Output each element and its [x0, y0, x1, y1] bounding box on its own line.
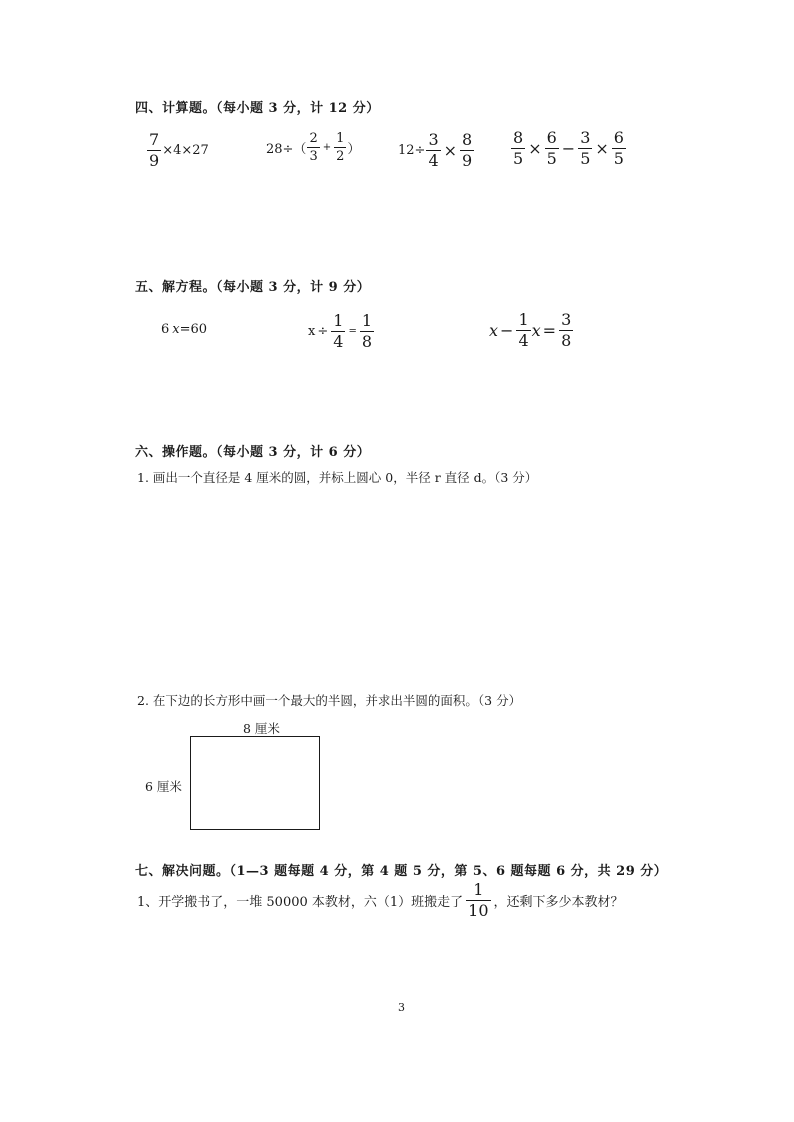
numerator: 3: [580, 128, 591, 147]
fraction: [334, 132, 346, 163]
denominator: 2: [336, 149, 345, 164]
fraction: [360, 313, 374, 350]
variable: x: [308, 324, 316, 339]
equation-3: [489, 312, 574, 349]
rectangle-height-label: 6 厘米: [145, 779, 182, 794]
fraction: [612, 130, 626, 167]
word-problem-1: [137, 882, 624, 919]
expression-prefix: 12÷: [398, 143, 426, 158]
section-6-heading: 六、操作题。（每小题 3 分，计 6 分）: [135, 445, 371, 460]
variable: x: [172, 322, 180, 337]
fraction: [545, 130, 559, 167]
variable: x: [489, 321, 499, 340]
denominator: 4: [518, 331, 529, 350]
section-7-heading: 七、解决问题。（1—3 题每题 4 分，第 4 题 5 分，第 5、6 题每题 6 分，共 29 分）: [135, 864, 668, 879]
fraction: [460, 132, 474, 169]
numerator: 8: [513, 128, 524, 147]
denominator: 4: [428, 151, 439, 170]
denominator: 5: [546, 149, 557, 168]
numerator: 1: [473, 880, 484, 899]
denominator: 4: [333, 332, 344, 351]
denominator: 5: [580, 149, 591, 168]
calc-problem-2: [266, 132, 360, 163]
denominator: 9: [462, 151, 473, 170]
fraction: [578, 130, 592, 167]
denominator: 8: [561, 331, 572, 350]
numerator: 1: [361, 311, 373, 330]
equation-2: [308, 313, 375, 350]
times-sign: ×: [443, 141, 458, 160]
fraction: [559, 312, 573, 349]
fraction: [511, 130, 525, 167]
fraction: [147, 132, 161, 169]
expression-rest: ×4×27: [162, 143, 209, 158]
denominator: 9: [149, 151, 160, 170]
fraction: [516, 312, 530, 349]
denominator: 10: [468, 901, 489, 920]
fraction: [307, 132, 319, 163]
page-number: 3: [398, 1001, 405, 1014]
problem-text-after: ，还剩下多少本教材？: [493, 895, 624, 910]
minus-sign: −: [500, 321, 514, 340]
expression-prefix: 28÷（: [266, 142, 307, 157]
equation-rest: =60: [179, 322, 208, 337]
equation-1: [161, 322, 207, 337]
denominator: 8: [361, 332, 373, 351]
equals-sign: =: [348, 326, 357, 337]
rectangle-diagram: [190, 736, 320, 830]
numerator: 2: [309, 131, 318, 146]
numerator: 8: [462, 130, 473, 149]
calc-problem-1: [146, 132, 209, 169]
times-sign: ×: [528, 139, 542, 158]
numerator: 3: [428, 130, 439, 149]
numerator: 6: [546, 128, 557, 147]
denominator: 3: [309, 149, 318, 164]
numerator: 6: [613, 128, 624, 147]
calc-problem-4: [510, 130, 627, 167]
calc-problem-3: [398, 132, 475, 169]
denominator: 5: [513, 149, 524, 168]
operation-question-1: 1. 画出一个直径是 4 厘米的圆，并标上圆心 0，半径 r 直径 d。（3 分）: [137, 470, 538, 485]
times-sign: ×: [595, 139, 609, 158]
expression-suffix: ）: [347, 142, 361, 157]
denominator: 5: [613, 149, 624, 168]
rectangle-width-label: 8 厘米: [243, 721, 280, 736]
divide-sign: ÷: [317, 324, 329, 339]
numerator: 1: [336, 131, 345, 146]
section-4-heading: 四、计算题。（每小题 3 分，计 12 分）: [135, 101, 380, 116]
numerator: 7: [149, 130, 160, 149]
variable: x: [531, 321, 541, 340]
numerator: 3: [561, 310, 572, 329]
numerator: 1: [518, 310, 529, 329]
numerator: 1: [333, 311, 344, 330]
operation-question-2: 2. 在下边的长方形中画一个最大的半圆，并求出半圆的面积。（3 分）: [137, 693, 522, 708]
equals-sign: =: [542, 321, 557, 340]
fraction: [466, 882, 490, 919]
section-5-heading: 五、解方程。（每小题 3 分，计 9 分）: [135, 280, 371, 295]
minus-sign: −: [561, 139, 576, 158]
coefficient: 6: [161, 322, 170, 337]
problem-text-before: 1、开学搬书了，一堆 50000 本教材，六（1）班搬走了: [137, 895, 464, 910]
fraction: [331, 313, 345, 350]
plus-sign: +: [322, 142, 332, 153]
fraction: [426, 132, 440, 169]
